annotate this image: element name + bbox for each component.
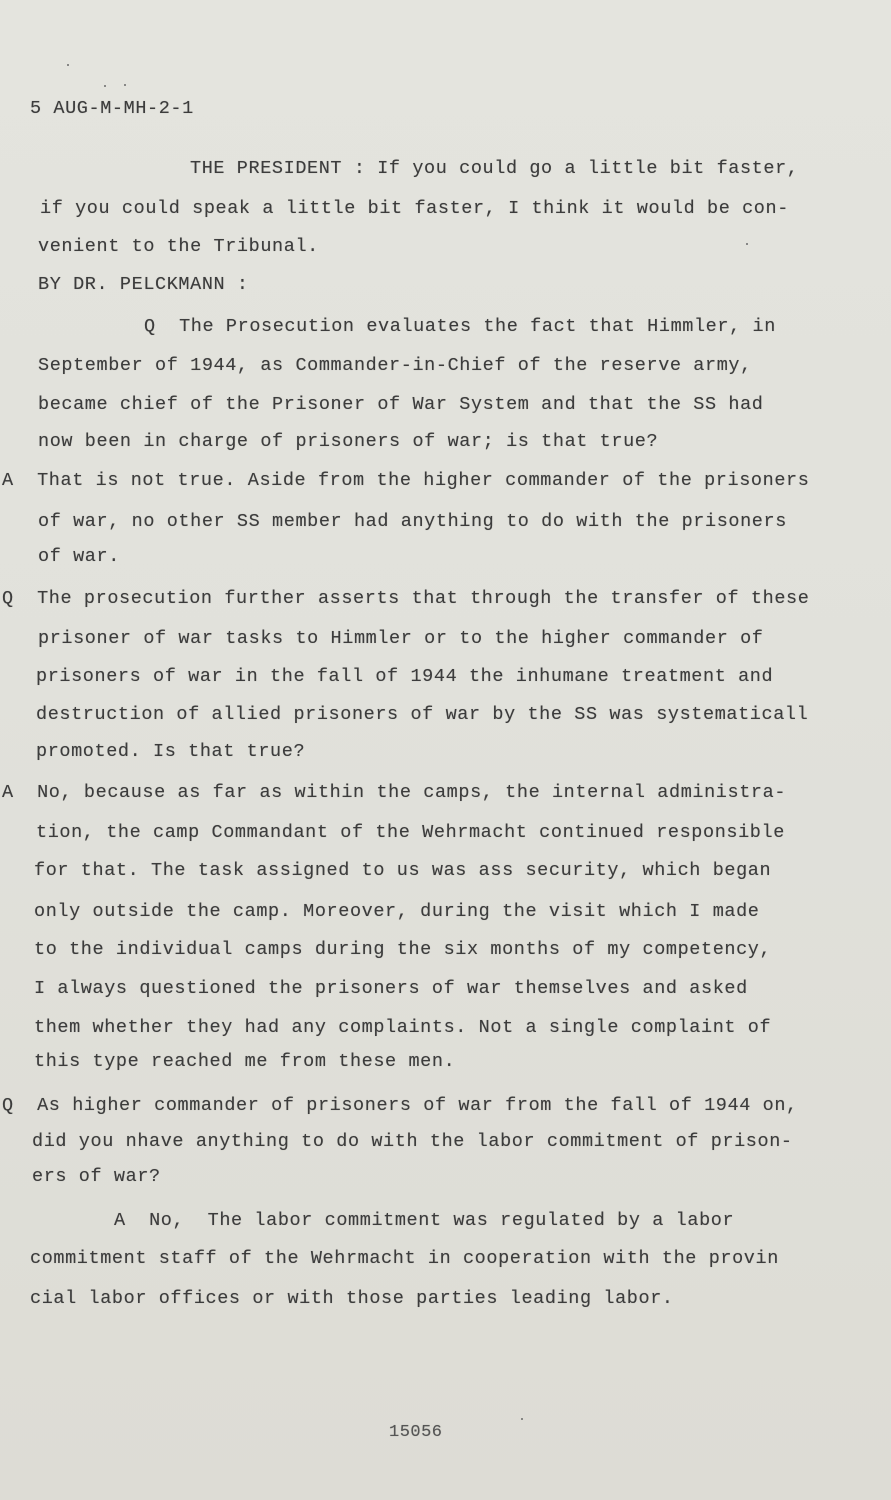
ink-speck bbox=[104, 85, 106, 87]
transcript-line: A That is not true. Aside from the higher commander of the prisoners bbox=[2, 470, 810, 491]
transcript-line: for that. The task assigned to us was ass security, which began bbox=[34, 860, 772, 881]
transcript-line: Q The prosecution further asserts that through the transfer of these bbox=[2, 588, 810, 609]
page-number: 15056 bbox=[389, 1423, 443, 1442]
transcript-line: them whether they had any complaints. Not a single complaint of bbox=[34, 1017, 772, 1038]
transcript-line: only outside the camp. Moreover, during the visit which I made bbox=[34, 901, 760, 922]
transcript-line: became chief of the Prisoner of War System and that the SS had bbox=[38, 394, 764, 415]
transcript-line: if you could speak a little bit faster, I think it would be con- bbox=[40, 198, 789, 219]
transcript-line: BY DR. PELCKMANN : bbox=[38, 274, 249, 295]
transcript-line: cial labor offices or with those parties leading labor. bbox=[30, 1288, 674, 1309]
transcript-line: I always questioned the prisoners of war themselves and asked bbox=[34, 978, 748, 999]
ink-speck bbox=[521, 1418, 523, 1420]
document-header-code: 5 AUG-M-MH-2-1 bbox=[30, 98, 194, 119]
transcript-line: did you nhave anything to do with the labor commitment of prison- bbox=[32, 1131, 793, 1152]
transcript-line: THE PRESIDENT : If you could go a little bit faster, bbox=[190, 158, 799, 179]
ink-speck bbox=[67, 64, 69, 66]
transcript-line: of war, no other SS member had anything to do with the prisoners bbox=[38, 511, 787, 532]
transcript-line: Q The Prosecution evaluates the fact that Himmler, in bbox=[144, 316, 776, 337]
transcript-line: commitment staff of the Wehrmacht in cooperation with the provin bbox=[30, 1248, 779, 1269]
transcript-line: A No, because as far as within the camps, the internal administra- bbox=[2, 782, 787, 803]
transcript-line: A No, The labor commitment was regulated by a labor bbox=[114, 1210, 735, 1231]
transcript-line: to the individual camps during the six months of my competency, bbox=[34, 939, 772, 960]
ink-speck bbox=[746, 243, 748, 245]
transcript-line: tion, the camp Commandant of the Wehrmacht continued responsible bbox=[36, 822, 785, 843]
transcript-line: destruction of allied prisoners of war by the SS was systematicall bbox=[36, 704, 809, 725]
ink-speck bbox=[124, 84, 126, 86]
transcript-line: prisoners of war in the fall of 1944 the inhumane treatment and bbox=[36, 666, 774, 687]
transcript-line: prisoner of war tasks to Himmler or to the higher commander of bbox=[38, 628, 764, 649]
transcript-line: now been in charge of prisoners of war; is that true? bbox=[38, 431, 659, 452]
transcript-line: this type reached me from these men. bbox=[34, 1051, 456, 1072]
transcript-line: September of 1944, as Commander-in-Chief of the reserve army, bbox=[38, 355, 752, 376]
transcript-line: venient to the Tribunal. bbox=[38, 236, 319, 257]
transcript-line: ers of war? bbox=[32, 1166, 161, 1187]
transcript-line: promoted. Is that true? bbox=[36, 741, 306, 762]
transcript-line: Q As higher commander of prisoners of war from the fall of 1944 on, bbox=[2, 1095, 798, 1116]
transcript-line: of war. bbox=[38, 546, 120, 567]
